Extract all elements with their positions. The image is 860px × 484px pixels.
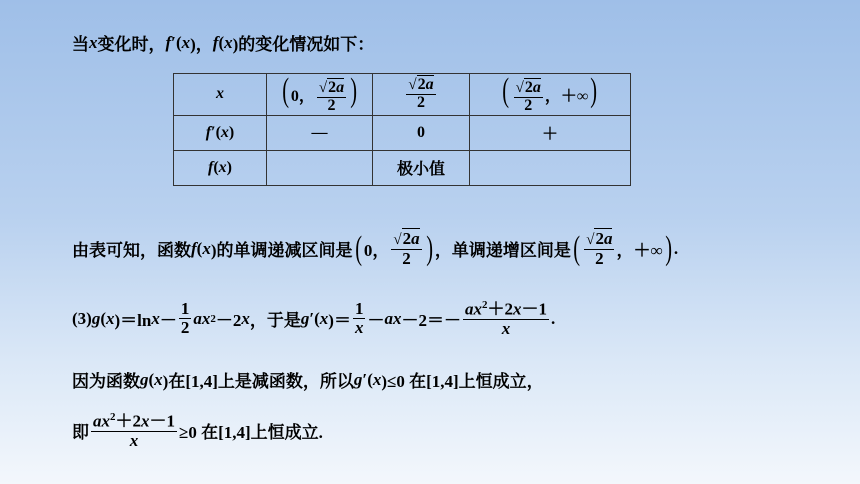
row-header-function: f(x) (174, 150, 267, 185)
function-cell-decreasing (267, 150, 373, 185)
function-cell-critical: 极小值 (373, 150, 470, 185)
derivative-sign-critical: 0 (373, 115, 470, 150)
variation-table (173, 73, 631, 186)
function-cell-increasing (470, 150, 631, 185)
conclusion-line: 由表可知，函数 f ( x )的单调递减区间是 ( 0， $\frac{√2a}{2}$ ) ，单调递增区间是 ( $\frac{√2a}{2}$ ，＋∞ ) . (72, 229, 679, 268)
final-line: 即 $\frac{ax^2+2x-1}{x}$ ≥0 在[1,4]上恒成立. (72, 411, 323, 450)
intro-line: 当 x 变化时， f ′( x )， f ( x )的变化情况如下： (72, 32, 375, 54)
table-row-x (174, 74, 631, 116)
table-row-derivative (174, 115, 631, 150)
table-row-function (174, 150, 631, 185)
part3-line: (3) g ( x )＝ln x － $\frac{1}{2}$ ax 2 －2 x ，于是 g ′( x )＝ $\frac{1}{x}$ － ax －2＝－ $\frac{ax^2+2x-1}{x}$ . (72, 299, 556, 338)
row-header-x: x (174, 74, 267, 116)
interval-critical-point: $\frac{√2a}{2}$ (373, 74, 470, 116)
row-header-derivative: f′(x) (174, 115, 267, 150)
interval-increasing: ( $\frac{√2a}{2}$ ，＋∞) (470, 74, 631, 116)
interval-decreasing: ( 0， $\frac{√2a}{2}$ ) (267, 74, 373, 116)
derivative-sign-decreasing: — (267, 115, 373, 150)
reason-line: 因为函数 g ( x )在[1,4]上是减函数，所以 g ′( x )≤0 在[1,4]上恒成立， (72, 369, 544, 391)
derivative-sign-increasing: ＋ (470, 115, 631, 150)
